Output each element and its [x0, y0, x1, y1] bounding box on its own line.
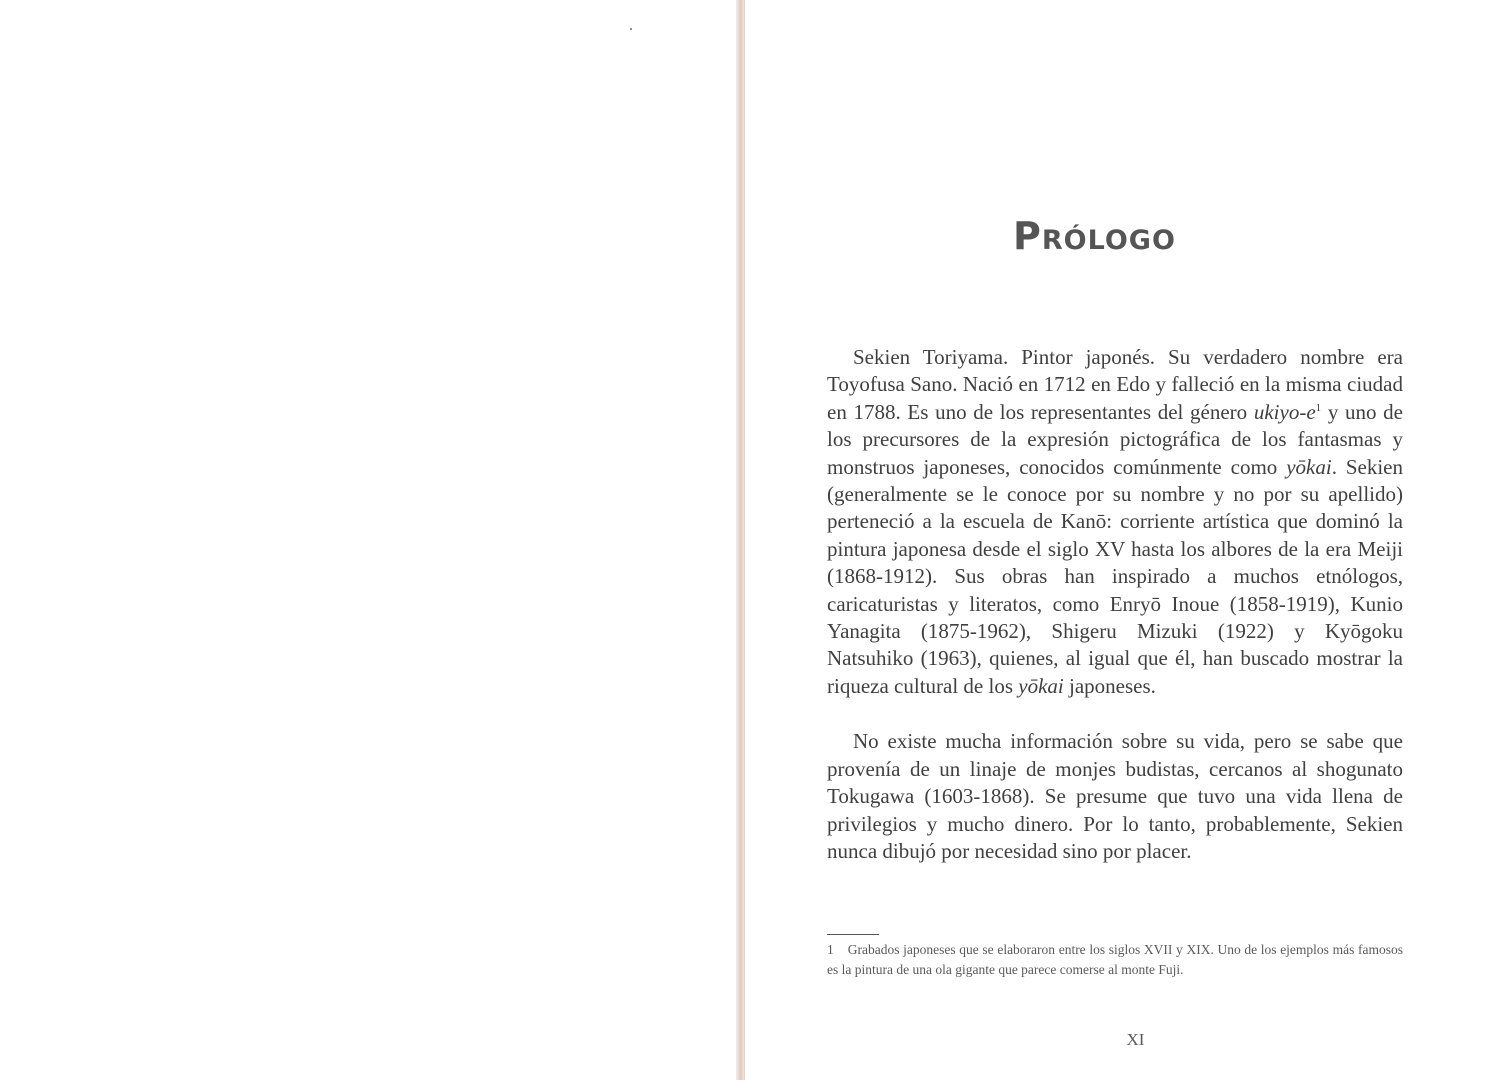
page-number: XI [1126, 1030, 1145, 1049]
text-run: y uno de los precursores de la expresión pictográfica de los fantasmas y monstruos japoneses, conocidos comúnmente como [827, 399, 1403, 479]
text-run: No existe mucha información sobre su vida, pero se sabe que provenía de un linaje de monjes budistas, cercanos al shogunato Tokugawa (1603-1868). Se presume que tuvo una vida llena de privilegios y mucho dinero. Por lo tanto, probablemente, Sekien nunca dibujó por necesidad sino por placer. [827, 729, 1403, 863]
italic-term: yōkai [1286, 454, 1332, 479]
footnote-ref: 1 [1315, 401, 1322, 414]
text-run: japoneses. [1063, 673, 1156, 698]
chapter-title: Prólogo [1013, 214, 1176, 258]
right-page [745, 0, 1496, 1080]
footnote-number: 1 [827, 942, 834, 957]
body-text [827, 344, 1403, 865]
text-run: Sekien Toriyama. Pintor japonés. Su verdadero nombre era Toyofusa Sano. Nació en 1712 en Edo y falleció en la misma ciudad en 1788. Es uno de los representantes del género [827, 345, 1403, 424]
footnote-rule [827, 934, 879, 935]
ink-speck [630, 28, 632, 30]
footnote [827, 940, 1403, 979]
paragraph [827, 728, 1403, 865]
text-run: . Sekien (generalmente se le conoce por su nombre y no por su apellido) perteneció a la escuela de Kanō: corriente artística que dominó la pintura japonesa desde el siglo XV hasta los albores de la era Meiji (1868-1912). Sus obras han inspirado a muchos etnólogos, caricaturistas y literatos, como Enryō Inoue (1858-1919), Kunio Yanagita (1875-1962), Shigeru Mizuki (1922) y Kyōgoku Natsuhiko (1963), quienes, al igual que él, han buscado mostrar la riqueza cultural de los [827, 454, 1403, 698]
italic-term: yōkai [1018, 673, 1064, 698]
left-page-blank [0, 0, 736, 1080]
book-gutter [736, 0, 744, 1080]
italic-term: ukiyo-e [1253, 399, 1316, 424]
footnote-text: Grabados japoneses que se elaboraron entre los siglos XVII y XIX. Uno de los ejemplos más famosos es la pintura de una ola gigante que parece comerse al monte Fuji. [827, 942, 1403, 977]
paragraph [827, 344, 1403, 700]
